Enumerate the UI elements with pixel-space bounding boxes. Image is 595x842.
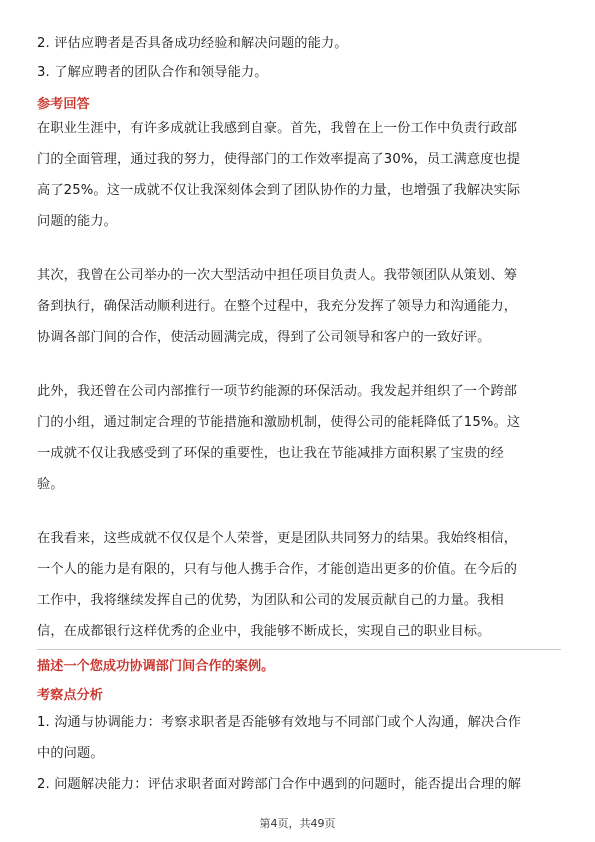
analysis-point-2-line-1: 2. 问题解决能力：评估求职者面对跨部门合作中遇到的问题时，能否提出合理的解 [37,777,522,792]
answer-paragraph-3-line-2: 门的小组，通过制定合理的节能措施和激励机制，使得公司的能耗降低了15%。这 [37,415,521,430]
answer-heading: 参考回答 [37,97,90,112]
question-heading: 描述一个您成功协调部门间合作的案例。 [37,659,275,674]
analysis-heading: 考察点分析 [37,688,103,703]
answer-paragraph-4-line-2: 一个人的能力是有限的，只有与他人携手合作，才能创造出更多的价值。在今后的 [37,562,518,577]
answer-paragraph-2-line-2: 备到执行，确保活动顺利进行。在整个过程中，我充分发挥了领导力和沟通能力， [37,299,518,314]
answer-paragraph-2-line-3: 协调各部门间的合作，使活动圆满完成，得到了公司领导和客户的一致好评。 [37,330,491,345]
section-divider [37,649,561,650]
page-number: 第4页，共49页 [259,817,336,830]
answer-paragraph-3-line-4: 验。 [37,477,64,492]
answer-paragraph-1-line-2: 门的全面管理，通过我的努力，使得部门的工作效率提高了30%，员工满意度也提 [37,152,521,167]
analysis-point-1-line-2: 中的问题。 [37,746,104,761]
evaluation-point-2: 2. 评估应聘者是否具备成功经验和解决问题的能力。 [37,36,348,51]
answer-paragraph-1-line-4: 问题的能力。 [37,214,118,229]
answer-paragraph-3-line-3: 一成就不仅让我感受到了环保的重要性，也让我在节能减排方面积累了宝贵的经 [37,446,504,461]
answer-paragraph-1-line-3: 高了25%。这一成就不仅让我深刻体会到了团队协作的力量，也增强了我解决实际 [37,183,521,198]
evaluation-point-3: 3. 了解应聘者的团队合作和领导能力。 [37,65,268,80]
analysis-point-1-line-1: 1. 沟通与协调能力：考察求职者是否能够有效地与不同部门或个人沟通，解决合作 [37,715,522,730]
answer-paragraph-4-line-4: 信，在成都银行这样优秀的企业中，我能够不断成长，实现自己的职业目标。 [37,624,491,639]
answer-paragraph-4-line-3: 工作中，我将继续发挥自己的优势，为团队和公司的发展贡献自己的力量。我相 [37,593,504,608]
answer-paragraph-2-line-1: 其次，我曾在公司举办的一次大型活动中担任项目负责人。我带领团队从策划、筹 [37,268,518,283]
answer-paragraph-1-line-1: 在职业生涯中，有许多成就让我感到自豪。首先，我曾在上一份工作中负责行政部 [37,121,518,136]
answer-paragraph-3-line-1: 此外，我还曾在公司内部推行一项节约能源的环保活动。我发起并组织了一个跨部 [37,384,518,399]
answer-paragraph-4-line-1: 在我看来，这些成就不仅仅是个人荣誉，更是团队共同努力的结果。我始终相信， [37,531,518,546]
